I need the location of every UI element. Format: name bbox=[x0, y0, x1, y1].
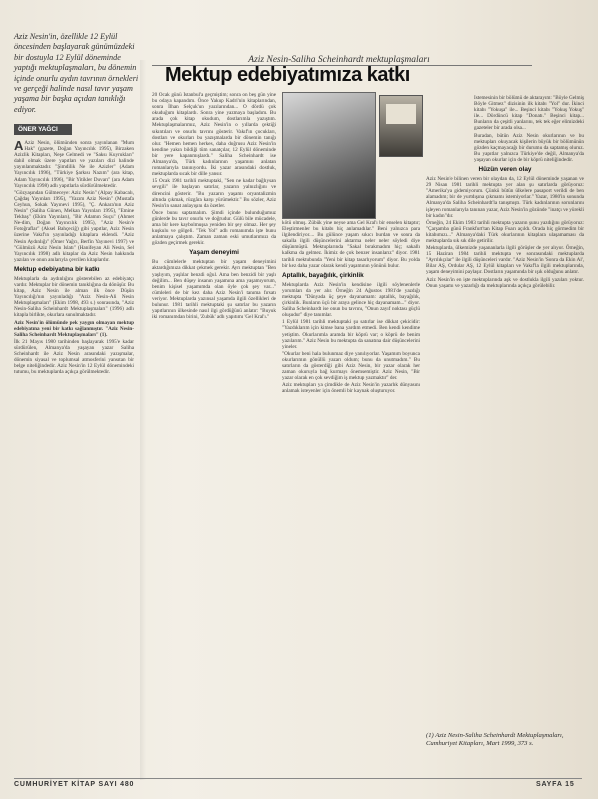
intro-quote: Aziz Nesin'in, özellikle 12 Eylül öncesinden başlayarak günümüzdeki bir dostuyla 12 Eylül döneminde yaptığı mektuplaşmaları, bu dönemin içinde onurlu aydın tavrının örnekleri ve gerçeği halinde nasıl tavır yaşam yaşama bir başka açıdan tanıklığı ediyor. bbox=[14, 32, 139, 114]
col3-body5: Aziz mektupları ya çimdikle de Aziz Nesin'in yazarlık dünyasını anlamak isteyenler için önemli bir kaynak oluşturuyor. bbox=[282, 382, 420, 395]
col2-body3: Önce bunu saptamalım. Şimdi içinde bulunduğumuz günlerde bu tavır onurlu ve doğrudur. Gülü bile mücadele, ama bir kere kaybolmuşsa yeniden bir şey olmaz. Her şey kuşkulu ve gölgeli. "Tek Yol" adlı romanımda işte bunu anlatmaya çalıştım. Zaman zaman eski umutlarımızı da gözden geçirmek gerekir. bbox=[152, 209, 276, 247]
col1-body2: Mektuplarla da aydınlığını gösterebilen az edebiyatçı vardır. Mektuplar bir dönemin tanıklığına da dönüşür. Bu kitap, Aziz Nesin ile alman ilk önce Düşün Yayıncılığı'nın yayınladığı "Aziz Nesin-Ali Nesin Mektuplaşmaları" (Ekim 1998, 493 s.) sonrasında, "Aziz Nesin-Saliha Scheinhardt Mektuplaşmaları" (1996) adlı kitapla birlikte, okurlara sunulmaktadır. bbox=[14, 275, 134, 319]
article-title: Mektup edebiyatımıza katkı bbox=[165, 64, 410, 86]
book-cover-label bbox=[386, 104, 416, 124]
supertitle: Aziz Nesin-Saliha Scheinhardt mektuplaşmaları bbox=[248, 55, 430, 65]
col3-body2: Mektuplarda Aziz Nesin'in kendisine ilgili söylenenlerle yorumları da yer alır. Örneğin 24 Ağustos 1981'de yazdığı mektupta "Dünyada üç şeye dayanamam: aptallık, bayağılık, çirkinlik. Bunların üçü bir araya gelince hiç dayanamam..." diyor. Saliha Scheinhardt ise onun bu tavrını, "Onun zayıf noktası güçlü oluşudur" diye tanımlar. bbox=[282, 281, 420, 319]
col3-body4: "Okurlar beni hala bulunmaz diye yanılıyorlar. Yaşamım boyunca okurlarımın gönüllü yazarı oldum; bunu da unutmadım." Bu satırların da gösterdiği gibi Aziz Nesin, bir yazar olarak her zaman okuruyla bağ kurmayı önemsemiştir. Aziz Nesin, "Bir yazar olarak en çok sevdiğim iş mektup yazmaktır" der. bbox=[282, 350, 420, 382]
col1-body3: Aziz Nesin'in ölümünde pek yaygın olmayan mektup edebiyatına yeni bir katkı sağlanmıştır. "Aziz Nesin-Saliha Scheinhardt Mektuplaşmaları" (1). bbox=[14, 319, 134, 338]
column-1 bbox=[14, 140, 134, 776]
col3-body: kötü olmuş. Zübük yine neyse ama Gel Kral'ı bir enselen kitaptır; Eleştirmenler bu kitabı hiç anlamadılar." Beni yalnızca para ilgilendiriyor.... Bu gülünce yaşam sıkıcı burdan ve sonra da sakalla ilgili düşüncelerini aktarma neler neler söyledi diye düşünmüştü. Mektuplarında "Sakal bırakmadım hiç; sakallı kalkma da gelmez. İkimiz de çok benzer insanlarız" diyor. 1981 tarihli mektubunda "Yeni bir kitap tasarlıyorum" diyor. Bu yolda bir kez daha yazar olarak kendi yaşamının yönünü bulur. bbox=[282, 220, 420, 269]
col2-body4: Bu cümlelerle mektuptan bir yaşam deneyimini aktardığımıza dikkat çekmek gerekir. Ayrı mektuptan "Ben yaşlıyım, yaşlılar benzdi oğul. Ama ben benzidi bir yaşlı değilim... Ben düşey insanın yaşamına ama yaşamıyorum, benim kişisel yaşamımda olan öyle çok şey var..." cümleleri de bir kez daha Aziz Nesin'i tanıma fırsatı veriyor. Mektuplarda yazınsal yaşamda ilgili özellikleri de bulunur. 1981 tarihli mektuptaki şu satırlar bu yazarın yapıtlarının ülkesinde nasıl ilgi gördüğünü anlatır: "Buyuk iki romanımdan birini, 'Zubük' adlı yapıtımı 'Gel Kral'ı." bbox=[152, 259, 276, 321]
column-2 bbox=[152, 92, 276, 776]
col4-body5: Mektuplarda, ülkemizde yaşananlarla ilgili görüşler de yer alıyor. Örneğin, 15 Haziran 1984 tarihli mektupta ve sonrasındaki mektuplarda "Ayrılıkçılar" ile ilgili düşünceleri vardır. "Aziz Nesin'in 'Sonra da Ekin Al', Bilar AŞ, Ordular AŞ, 12 Eylül kitapları ve Vakıf'la ilgili mektuplarında, yaşam deneyimini paylaşır. Dostların yaşamında bir ışık olduğunu anlatır. bbox=[426, 245, 584, 276]
col4-subheading: Hüzün veren olay bbox=[478, 166, 532, 174]
author-label: ÖNER YAĞCI bbox=[14, 124, 72, 135]
col2-body: 20 Ocak günü İstanbul'a geçmiştim; sonra on beş gün yine bu odaya kapandım. Önce Yakup Kadri'nin kitaplarından, sonra İlhan Selçuk'un yazılarından... O dördü çok okuduğum kitaplardı. Sonra yine yazmaya başladım. Bu arada çok kitap okudum, dostlarımla yazıştım. Mektuplaşmalarımız, Aziz Nesin'in o yıllarda çektiği sıkıntıları ve onurlu tavrını gösterir. Vakıf'ın çocukları, dostları ve okurları bu yazışmalarda bir dönemin tanığı olur. "Hemen hemen herkes, daha doğrusu Aziz Nesin'in kendine yakın bildiği tüm sanatçılar, 12 Eylül döneminde bir yere kapanmışlardı." Saliha Scheinhardt ise Almanya'da, Türk kadınlarının yaşamını anlatan romanlarıyla tanınıyordu. İki yazar arasındaki dostluk, mektuplarda sıcak bir dille yansır. bbox=[152, 92, 276, 178]
col2-body2: 15 Ocak 1981 tarihli mektuptaki, "Sen ne kadar bağlıysan sevgili" ile başlayan satırlar, yazarın yalnızlığını ve direncini gösterir. "Bu yazarın yaşamı oryantalizmin altında çıkmak, rüzgâra karşı yürümektir." Bu sözler, Aziz Nesin'in sanat anlayışını da özetler. bbox=[152, 178, 276, 209]
col1-body: "Gözyaşından Gülmeceye: Aziz Nesin" (Alpay Kabacalı, Çağdaş Yayınları 1995), "Yazım Aziz Nesin" (Mustafa Ceyhun, Sokak Yayınevi 1995), "Ç. Ankara'nın Aziz Nesin" (Saliha Günen, Melkan Yayınları 1995), "Emine Tekbaş" (Ekim Yayınları), "Bir Adamın Suçu" (Ahmet Ne-dim, Doğan Yayıncılık 1995), "Aziz Nesin'e Fotoğraflar" (Aksel Bahçeciğ) gibi yapıtlar, Aziz Nesin üzerine Vakıf'ın yayınladığı kitaplara eklendi. "Aziz Nesin Aydınlığı" (Ömer Yağcı, Berfin Yayınevi 1997) ve "Gülmüzü Aziz Nesin Islatı" (Hanifeyan Ali Nesin, Sel Yayıncılık 1998) adlı kitaplar da Aziz Nesin hakkında yazılan ve onun anılarıyla çevrilen kitaplardır. bbox=[14, 189, 134, 263]
author-photo bbox=[282, 92, 376, 219]
col1-subheading: Mektup edebiyatına bir katkı bbox=[14, 265, 100, 273]
col2-subheading: Yaşam deneyimi bbox=[189, 249, 239, 257]
col4-body4: Örneğin, 24 Ekim 1983 tarihli mektupta yazarın şunu yazdığını görüyoruz: "Çarşamba günü Frankfurt'tan Kitap Fuarı açıldı. Orada hiç görmedim bir kitabımızı..." Almanya'daki Türk okurlarının kitaplara ulaşamaması da mektuplarda sık sık dile getirilir. bbox=[426, 219, 584, 244]
col4-body6: Aziz Nesin'in en işte mektuplarında aşk ve dostlukla ilgili yazıları yoktur. Onun yaşamı ve yazarlığı da mektuplarında açıkça görülebilir. bbox=[426, 276, 584, 289]
footer-page-number: SAYFA 15 bbox=[536, 781, 575, 788]
col1-lead: A Aziz Nesin, ölümünden sonra yayınlanan "Mum Hak" (gazete, Doğan Yayıncılık 1995), Birzaken Azizlik Kitapları, Neşe Gelmedi ve "Saksı Kuyrukları" dahil olmak üzere yapıtları ve yazıları dizi halinde yayınlanmaktadır. "Şimdilik Ne ile Azizler" (Adam Yayıncılık 1996), "Türkiye Şarkısı Nazım" (ara kitap, Adam Yayıncılık 1996), "Bir Yitikler Duvarı" (ara Adam Yayıncılık 1998) adlı yapıtlarla sürdürülmektedir. bbox=[14, 140, 134, 189]
footnote: (1) Aziz Nesin-Saliha Scheinhardt Mektuplaşmaları, Cumhuriyet Kitapları, Mart 1999, 373 s. bbox=[426, 732, 564, 748]
col4-body3: Aziz Nesin'e bilinen veren bir olaydan da, 12 Eylül döneminde yaşanan ve 29 Nisan 1981 tarihli mektupta yer alan şu satırlarda görüyoruz: "Amerika'ya gidemiyorum. Çünkü bütün ülkelere pasaport verildi de ben alamadım; bir de yurtdışına çıkmamı istemiyorlar." Yazar, 1980'in sonunda Almanya'da Saliha Scheinhardt'la tanışmıştı. Türk kadınlarının sorunlarını işleyen romanlarıyla tanınan yazar, Aziz Nesin'in gözünde "inatçı ve yürekli bir kadın"dır. bbox=[426, 176, 584, 219]
book-cover-image bbox=[379, 95, 423, 157]
col4-body2: Buradan, bütün Aziz Nesin okurlarının ve bu mektupları okuyacak kişilerin büyük bir bölümünün gözden kaçmayacağı bir durumu da saptamış oluruz. Bu yapıtlar yalnızca Türkiye'de değil, Almanya'da yaşayan okurlar için de bir köprü niteliğindedir. bbox=[474, 132, 584, 163]
col3-body3: 1 Eylül 1981 tarihli mektuptaki şu satırlar ise dikkat çekicidir: "Yazdıklarım için kimse bana yardım etmedi. Ben kendi kendime yetiştim. Okurlarımla aramda bir köprü var; o köprü de benim yazılarım." Aziz Nesin bu mektupta da sanatına dair düşüncelerini yineler. bbox=[282, 319, 420, 350]
col4-body: İstemesinin bir bölümü de aktarayım: "Böyle Gelmiş Böyle Gitmez" dizisinin ilk kitabı "Yol" dur. İkinci kitabı "Yokuşa" ile... Beşinci kitabı "Yokuş Yokuş" ile... Dördüncü kitap "Donatı." Beşinci kitap... Bunların da çeşitli yanlarını, tek tek eğer elimizdeki gazeteler bir arada olsa... bbox=[426, 95, 584, 132]
col3-subheading: Aptallık, bayağılık, çirkinlik bbox=[282, 271, 364, 279]
column-3 bbox=[282, 220, 420, 776]
col1-body4: İlk 21 Mayıs 1980 tarihinden başlayarak 1995'e kadar sürdürülen, Almanya'da yaşayan yazar Saliha Scheinhardt ile Aziz Nesin arasındaki yazışmalar, dönemin siyasal ve toplumsal atmosferini yansıtan bir belge niteliğindedir. Aziz Nesin'in 12 Eylül dönemindeki tutumu, bu mektuplarda açıkça görülmektedir. bbox=[14, 338, 134, 376]
page-gutter-shadow bbox=[140, 60, 146, 780]
footer-rule bbox=[14, 778, 582, 779]
drop-cap: A bbox=[14, 140, 24, 153]
column-4 bbox=[426, 95, 584, 729]
book-wrap-spacer bbox=[426, 95, 474, 157]
footer-publication: CUMHURİYET KİTAP SAYI 480 bbox=[14, 781, 135, 788]
